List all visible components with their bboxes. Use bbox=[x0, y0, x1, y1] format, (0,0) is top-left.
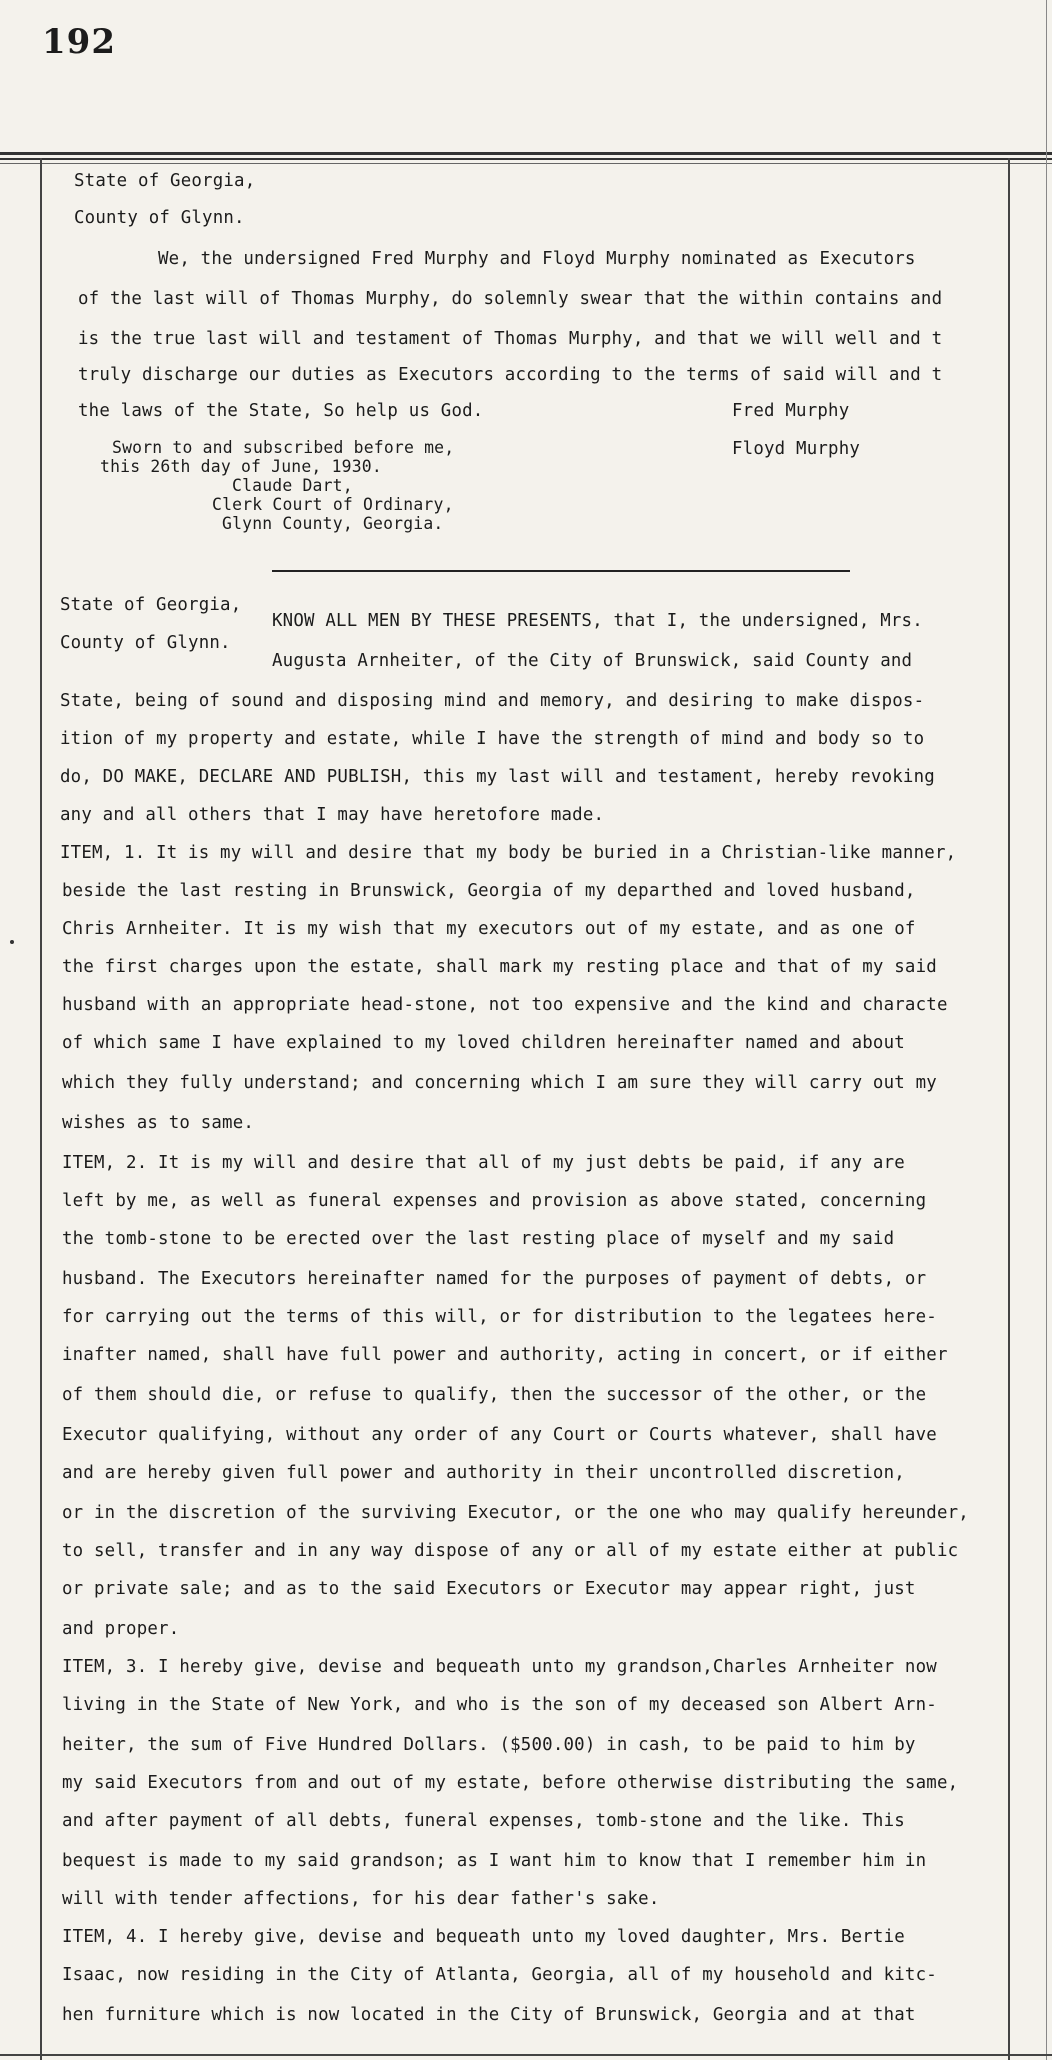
top-rule bbox=[0, 152, 1052, 155]
item-2-line: or private sale; and as to the said Executors or Executor may appear right, just bbox=[62, 1579, 916, 1599]
sworn-date: this 26th day of June, 1930. bbox=[100, 457, 382, 476]
will-opening-line: State, being of sound and disposing mind and memory, and desiring to make dispos- bbox=[60, 691, 925, 711]
oath-line: is the true last will and testament of Thomas Murphy, and that we will well and t bbox=[78, 329, 943, 349]
sworn-line: Sworn to and subscribed before me, bbox=[112, 438, 455, 457]
item-2-line: to sell, transfer and in any way dispose of any or all of my estate either at public bbox=[62, 1541, 959, 1561]
item-3-line: ITEM, 3. I hereby give, devise and bequeath unto my grandson,Charles Arnheiter now bbox=[62, 1657, 937, 1677]
oath-heading-county: County of Glynn. bbox=[74, 208, 245, 228]
item-1-line: which they fully understand; and concerning which I am sure they will carry out my bbox=[62, 1073, 937, 1093]
oath-heading-state: State of Georgia, bbox=[74, 171, 256, 191]
top-rule-double bbox=[0, 158, 1052, 160]
item-3-line: my said Executors from and out of my estate, before otherwise distributing the same, bbox=[62, 1773, 959, 1793]
item-2-line: Executor qualifying, without any order of any Court or Courts whatever, shall have bbox=[62, 1425, 937, 1445]
item-2-line: the tomb-stone to be erected over the last resting place of myself and my said bbox=[62, 1229, 895, 1249]
item-4-line: Isaac, now residing in the City of Atlanta, Georgia, all of my household and kitc- bbox=[62, 1965, 937, 1985]
oath-line: the laws of the State, So help us God. bbox=[78, 401, 484, 421]
section-divider bbox=[272, 570, 850, 572]
top-rule-thin bbox=[0, 163, 1052, 164]
item-1-line: beside the last resting in Brunswick, Georgia of my departhed and loved husband, bbox=[62, 881, 916, 901]
item-1-line: the first charges upon the estate, shall mark my resting place and that of my said bbox=[62, 957, 937, 977]
item-2-line: husband. The Executors hereinafter named for the purposes of payment of debts, or bbox=[62, 1269, 927, 1289]
item-1-line: of which same I have explained to my loved children hereinafter named and about bbox=[62, 1033, 905, 1053]
item-2-line: left by me, as well as funeral expenses and provision as above stated, concerning bbox=[62, 1191, 927, 1211]
page-number: 192 bbox=[42, 22, 116, 62]
will-opening-line: any and all others that I may have heretofore made. bbox=[60, 805, 605, 825]
item-2-line: inafter named, shall have full power and authority, acting in concert, or if either bbox=[62, 1345, 948, 1365]
left-margin-rule bbox=[40, 158, 42, 2060]
item-2-line: and proper. bbox=[62, 1619, 180, 1639]
item-3-line: living in the State of New York, and who is the son of my deceased son Albert Arn- bbox=[62, 1695, 937, 1715]
clerk-county: Glynn County, Georgia. bbox=[222, 514, 444, 533]
margin-mark bbox=[10, 940, 14, 944]
item-2-line: for carrying out the terms of this will, or for distribution to the legatees here- bbox=[62, 1307, 937, 1327]
clerk-name: Claude Dart, bbox=[232, 476, 353, 495]
oath-line: of the last will of Thomas Murphy, do solemnly swear that the within contains and bbox=[78, 289, 943, 309]
bottom-rule bbox=[0, 2054, 1052, 2056]
signature-floyd-murphy: Floyd Murphy bbox=[732, 439, 861, 459]
signature-fred-murphy: Fred Murphy bbox=[732, 401, 850, 421]
item-2-line: ITEM, 2. It is my will and desire that all of my just debts be paid, if any are bbox=[62, 1153, 905, 1173]
item-4-line: ITEM, 4. I hereby give, devise and bequeath unto my loved daughter, Mrs. Bertie bbox=[62, 1927, 905, 1947]
right-margin-rule bbox=[1008, 158, 1010, 2060]
item-1-line: husband with an appropriate head-stone, not too expensive and the kind and characte bbox=[62, 995, 948, 1015]
item-2-line: and are hereby given full power and authority in their uncontrolled discretion, bbox=[62, 1463, 905, 1483]
will-heading-state: State of Georgia, bbox=[60, 595, 242, 615]
item-1-line: ITEM, 1. It is my will and desire that my body be buried in a Christian-like manner, bbox=[60, 843, 957, 863]
will-opening-line: ition of my property and estate, while I have the strength of mind and body so to bbox=[60, 729, 925, 749]
will-heading-county: County of Glynn. bbox=[60, 633, 231, 653]
will-opening-line: do, DO MAKE, DECLARE AND PUBLISH, this my last will and testament, hereby revoking bbox=[60, 767, 935, 787]
oath-line: We, the undersigned Fred Murphy and Floyd Murphy nominated as Executors bbox=[158, 249, 916, 269]
clerk-title: Clerk Court of Ordinary, bbox=[212, 495, 454, 514]
item-3-line: bequest is made to my said grandson; as I want him to know that I remember him in bbox=[62, 1851, 927, 1871]
item-3-line: and after payment of all debts, funeral expenses, tomb-stone and the like. This bbox=[62, 1811, 905, 1831]
item-1-line: wishes as to same. bbox=[62, 1113, 255, 1133]
item-3-line: heiter, the sum of Five Hundred Dollars. ($500.00) in cash, to be paid to him by bbox=[62, 1735, 916, 1755]
item-3-line: will with tender affections, for his dear father's sake. bbox=[62, 1889, 660, 1909]
item-4-line: hen furniture which is now located in the City of Brunswick, Georgia and at that bbox=[62, 2005, 916, 2025]
item-2-line: of them should die, or refuse to qualify, then the successor of the other, or the bbox=[62, 1385, 927, 1405]
item-1-line: Chris Arnheiter. It is my wish that my executors out of my estate, and as one of bbox=[62, 919, 916, 939]
oath-line: truly discharge our duties as Executors according to the terms of said will and t bbox=[78, 365, 943, 385]
item-2-line: or in the discretion of the surviving Executor, or the one who may qualify hereunder, bbox=[62, 1503, 969, 1523]
page-edge-rule bbox=[1046, 0, 1047, 2060]
will-opening-line: Augusta Arnheiter, of the City of Brunswick, said County and bbox=[272, 651, 913, 671]
will-opening-line: KNOW ALL MEN BY THESE PRESENTS, that I, the undersigned, Mrs. bbox=[272, 611, 923, 631]
